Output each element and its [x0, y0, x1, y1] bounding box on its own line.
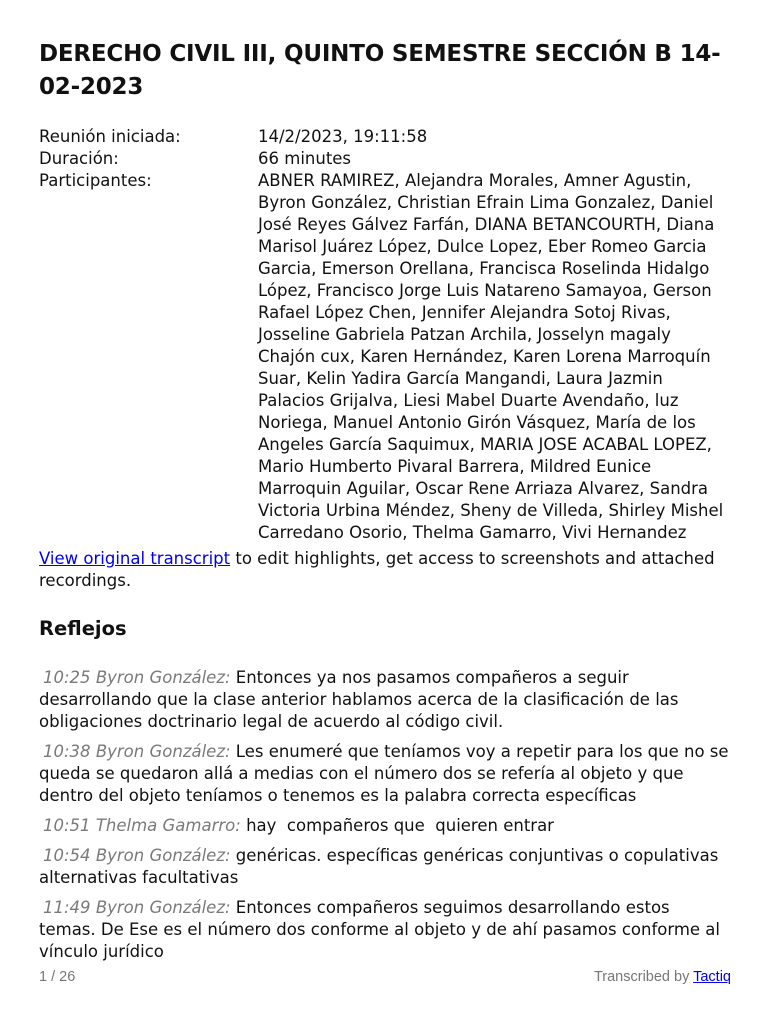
highlight-speaker: Byron González: [95, 898, 231, 917]
highlight-item [39, 741, 731, 807]
transcribed-by [594, 969, 731, 985]
highlight-timestamp [39, 742, 231, 761]
highlight-speaker: Byron González: [95, 846, 231, 865]
document-page [39, 38, 731, 971]
highlight-time: 10:54 [43, 846, 91, 865]
highlight-text: hay compañeros que quieren entrar [246, 816, 554, 835]
meta-label: Duración: [39, 149, 119, 168]
highlight-time: 10:25 [43, 668, 91, 687]
highlight-item [39, 897, 731, 963]
highlight-item [39, 667, 731, 733]
page-footer [39, 969, 731, 985]
page-title: DERECHO CIVIL III, QUINTO SEMESTRE SECCIÓN B 14-02-2023 [39, 41, 721, 100]
meta-row-duration [39, 148, 731, 170]
highlight-timestamp [39, 816, 241, 835]
highlight-time: 10:51 [43, 816, 91, 835]
highlight-text: Les enumeré que teníamos voy a repetir para los que no se queda se quedaron allá a medias con el número dos se refería al objeto y que dentro del objeto teníamos o tenemos es la palabra correcta específicas [39, 742, 729, 805]
section-title: Reflejos [39, 617, 127, 640]
participants-list: ABNER RAMIREZ, Alejandra Morales, Amner Agustin, Byron González, Christian Efrain Lima Gonzalez, Daniel José Reyes Gálvez Farfán, DIANA BETANCOURTH, Diana Marisol Juárez López, Dulce Lopez, Eber Romeo Garcia Garcia, Emerson Orellana, Francisca Roselinda Hidalgo López, Francisco Jorge Luis Natareno Samayoa, Gerson Rafael López Chen, Jennifer Alejandra Sotoj Rivas, Josseline Gabriela Patzan Archila, Josselyn magaly Chajón cux, Karen Hernández, Karen Lorena Marroquín Suar, Kelin Yadira García Mangandi, Laura Jazmin Palacios Grijalva, Liesi Mabel Duarte Avendaño, luz Noriega, Manuel Antonio Girón Vásquez, María de los Angeles García Saquimux, MARIA JOSE ACABAL LOPEZ, Mario Humberto Pivaral Barrera, Mildred Eunice Marroquin Aguilar, Oscar Rene Arriaza Alvarez, Sandra Victoria Urbina Méndez, Sheny de Villeda, Shirley Mishel Carredano Osorio, Thelma Gamarro, Vivi Hernandez [258, 171, 724, 542]
highlights-list [39, 667, 731, 963]
highlight-speaker: Byron González: [95, 668, 231, 687]
meta-value: 66 minutes [258, 149, 352, 168]
highlight-timestamp [39, 846, 231, 865]
transcript-link-paragraph [39, 548, 731, 592]
highlight-text: genéricas. específicas genéricas conjuntivas o copulativas alternativas facultativas [39, 846, 719, 887]
transcribed-by-label: Transcribed by [593, 969, 694, 985]
highlight-time: 10:38 [43, 742, 91, 761]
meta-row-started [39, 126, 731, 148]
meta-label: Participantes: [39, 171, 152, 190]
highlight-item [39, 815, 731, 837]
highlight-speaker: Byron González: [95, 742, 231, 761]
highlight-text: Entonces compañeros seguimos desarrollando estos temas. De Ese es el número dos conforme al objeto y de ahí pasamos conforme al vínculo jurídico [39, 898, 721, 961]
transcript-link-description: to edit highlights, get access to screenshots and attached recordings. [39, 549, 715, 590]
page-indicator: 1 / 26 [39, 969, 76, 985]
meta-label: Reunión iniciada: [39, 127, 181, 146]
view-original-transcript-link[interactable]: View original transcript [39, 549, 231, 568]
meeting-meta [39, 126, 731, 544]
tactiq-link[interactable]: Tactiq [693, 969, 731, 985]
highlight-timestamp [39, 898, 231, 917]
meta-value: 14/2/2023, 19:11:58 [258, 127, 428, 146]
meta-row-participants [39, 170, 731, 544]
highlight-item [39, 845, 731, 889]
highlight-speaker: Thelma Gamarro: [95, 816, 241, 835]
highlight-timestamp [39, 668, 231, 687]
highlight-time: 11:49 [43, 898, 91, 917]
highlight-text: Entonces ya nos pasamos compañeros a seguir desarrollando que la clase anterior hablamos acerca de la clasificación de las obligaciones doctrinario legal de acuerdo al código civil. [39, 668, 679, 731]
